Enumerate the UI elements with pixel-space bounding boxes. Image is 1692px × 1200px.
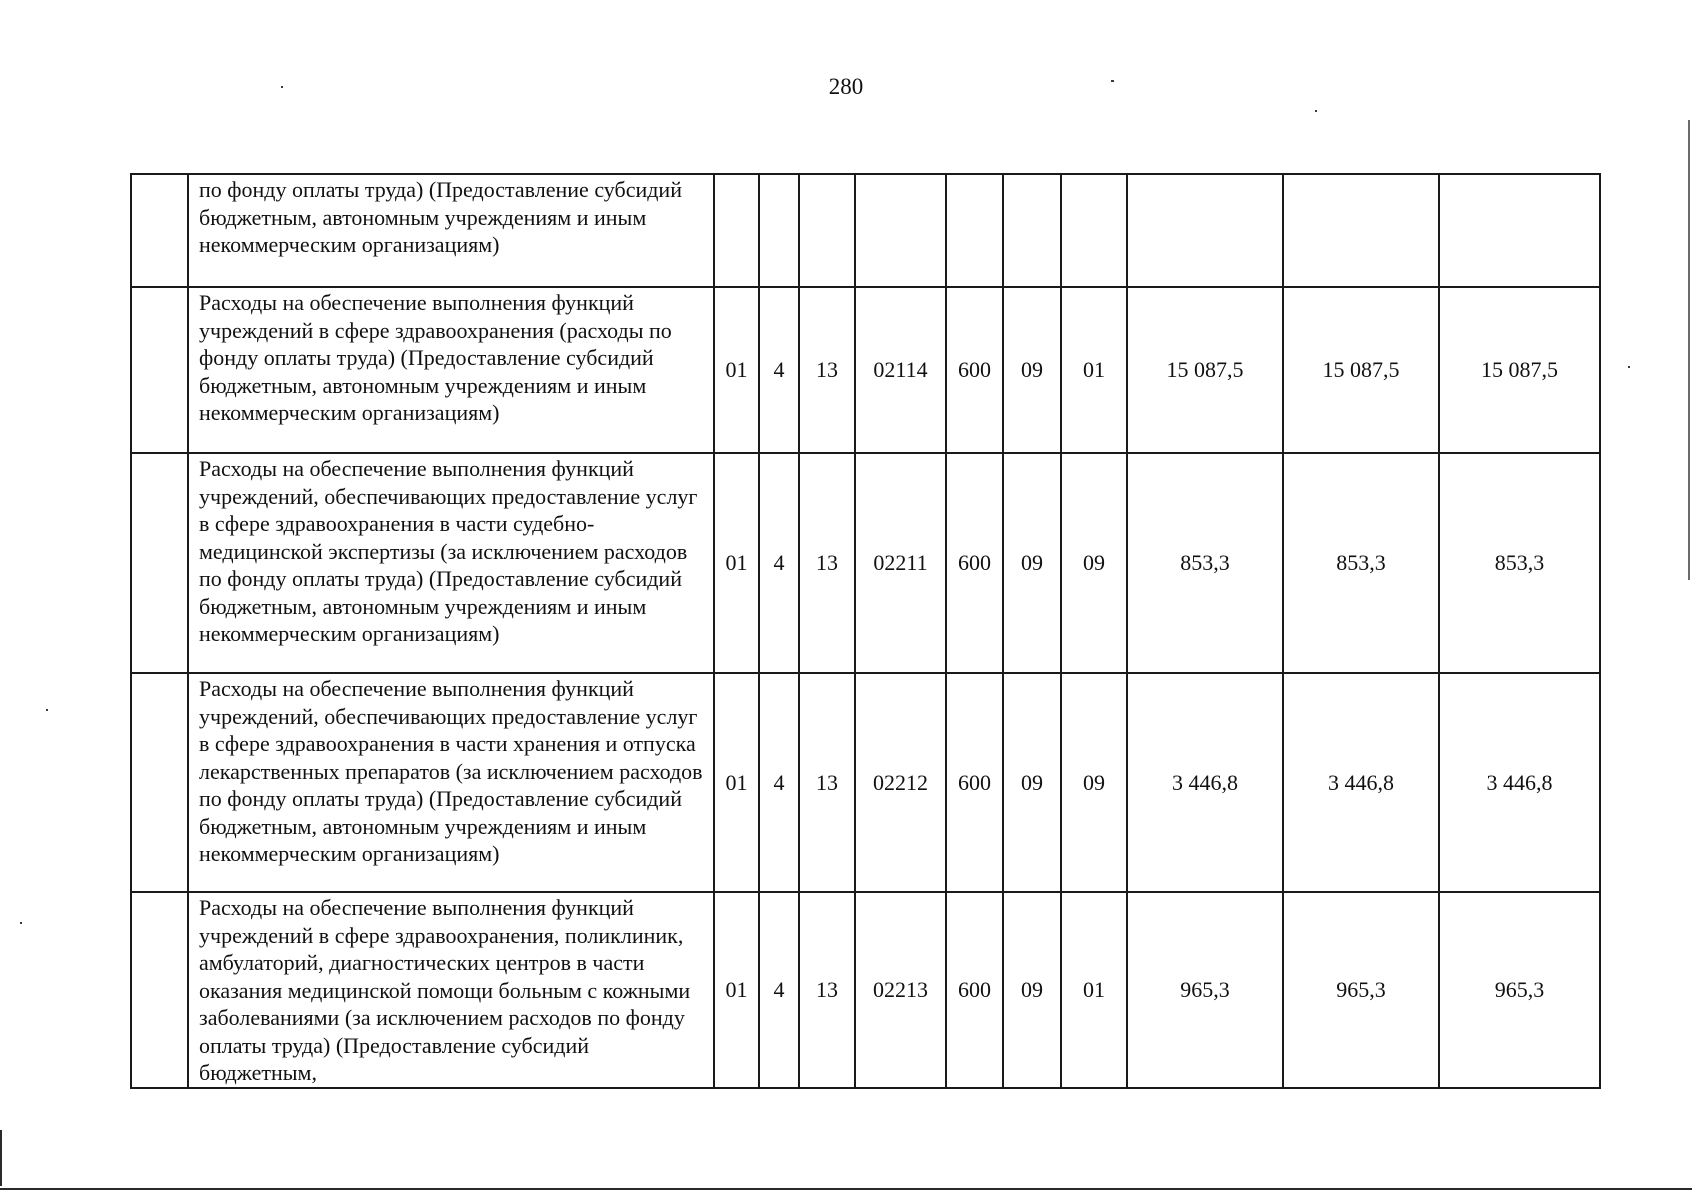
code-cell xyxy=(759,174,799,287)
amount-cell xyxy=(1127,174,1283,287)
code-cell xyxy=(946,174,1003,287)
code-cell: 02211 xyxy=(855,453,946,673)
table-row xyxy=(131,892,1600,1088)
amount-cell: 3 446,8 xyxy=(1283,673,1439,892)
code-cell: 13 xyxy=(799,287,855,453)
row-number-cell xyxy=(131,892,188,1088)
code-cell: 600 xyxy=(946,673,1003,892)
code-cell: 09 xyxy=(1061,673,1127,892)
amount-cell xyxy=(1439,174,1600,287)
code-cell: 01 xyxy=(1061,892,1127,1088)
amount-cell: 15 087,5 xyxy=(1283,287,1439,453)
scan-left-edge xyxy=(0,1130,2,1186)
amount-cell: 965,3 xyxy=(1283,892,1439,1088)
table-row xyxy=(131,287,1600,453)
description-cell: Расходы на обеспечение выполнения функций учреждений в сфере здравоохранения (расходы по фонду оплаты труда) (Предоставление субсидий бюджетным, автономным учреждениям и иным некоммерческим организациям) xyxy=(188,287,714,453)
row-number-cell xyxy=(131,673,188,892)
code-cell: 4 xyxy=(759,673,799,892)
code-cell xyxy=(1003,174,1061,287)
description-cell: Расходы на обеспечение выполнения функций учреждений, обеспечивающих предоставление услуг в сфере здравоохранения в части хранения и отпуска лекарственных препаратов (за исключением расходов по фонду оплаты труда) (Предоставление субсидий бюджетным, автономным учреждениям и иным некоммерческим организациям) xyxy=(188,673,714,892)
scan-speck xyxy=(20,922,22,924)
code-cell: 02212 xyxy=(855,673,946,892)
amount-cell: 15 087,5 xyxy=(1439,287,1600,453)
code-cell: 01 xyxy=(714,673,759,892)
code-cell: 01 xyxy=(1061,287,1127,453)
amount-cell: 965,3 xyxy=(1127,892,1283,1088)
code-cell xyxy=(799,174,855,287)
code-cell xyxy=(714,174,759,287)
table-row xyxy=(131,673,1600,892)
scan-speck xyxy=(1111,80,1114,82)
row-number-cell xyxy=(131,287,188,453)
code-cell: 01 xyxy=(714,287,759,453)
code-cell: 4 xyxy=(759,892,799,1088)
code-cell: 13 xyxy=(799,892,855,1088)
code-cell: 01 xyxy=(714,892,759,1088)
code-cell: 09 xyxy=(1003,892,1061,1088)
code-cell xyxy=(1061,174,1127,287)
code-cell: 13 xyxy=(799,453,855,673)
code-cell: 09 xyxy=(1061,453,1127,673)
amount-cell: 15 087,5 xyxy=(1127,287,1283,453)
budget-table xyxy=(130,173,1601,1089)
code-cell xyxy=(855,174,946,287)
code-cell: 09 xyxy=(1003,287,1061,453)
code-cell: 4 xyxy=(759,287,799,453)
amount-cell: 853,3 xyxy=(1127,453,1283,673)
scan-speck xyxy=(1628,366,1630,368)
row-number-cell xyxy=(131,174,188,287)
page-number: 280 xyxy=(828,74,864,99)
description-cell: Расходы на обеспечение выполнения функций учреждений, обеспечивающих предоставление услуг в сфере здравоохранения в части судебно-медицинской экспертизы (за исключением расходов по фонду оплаты труда) (Предоставление субсидий бюджетным, автономным учреждениям и иным некоммерческим организациям) xyxy=(188,453,714,673)
amount-cell: 3 446,8 xyxy=(1127,673,1283,892)
amount-cell xyxy=(1283,174,1439,287)
code-cell: 600 xyxy=(946,287,1003,453)
row-number-cell xyxy=(131,453,188,673)
code-cell: 09 xyxy=(1003,673,1061,892)
code-cell: 02213 xyxy=(855,892,946,1088)
scan-speck xyxy=(281,86,283,88)
scan-right-edge xyxy=(1688,120,1690,580)
code-cell: 4 xyxy=(759,453,799,673)
description-cell: Расходы на обеспечение выполнения функций учреждений в сфере здравоохранения, поликлиник, амбулаторий, диагностических центров в части оказания медицинской помощи больным с кожными заболеваниями (за исключением расходов по фонду оплаты труда) (Предоставление субсидий бюджетным, xyxy=(188,892,714,1088)
code-cell: 600 xyxy=(946,453,1003,673)
scan-speck xyxy=(1315,110,1317,112)
table-row xyxy=(131,453,1600,673)
amount-cell: 853,3 xyxy=(1283,453,1439,673)
scan-bottom-edge xyxy=(0,1188,1692,1190)
code-cell: 02114 xyxy=(855,287,946,453)
amount-cell: 853,3 xyxy=(1439,453,1600,673)
description-cell: по фонду оплаты труда) (Предоставление субсидий бюджетным, автономным учреждениям и иным некоммерческим организациям) xyxy=(188,174,714,287)
amount-cell: 965,3 xyxy=(1439,892,1600,1088)
code-cell: 01 xyxy=(714,453,759,673)
scan-speck xyxy=(46,709,48,711)
code-cell: 09 xyxy=(1003,453,1061,673)
amount-cell: 3 446,8 xyxy=(1439,673,1600,892)
table-row xyxy=(131,174,1600,287)
code-cell: 13 xyxy=(799,673,855,892)
code-cell: 600 xyxy=(946,892,1003,1088)
